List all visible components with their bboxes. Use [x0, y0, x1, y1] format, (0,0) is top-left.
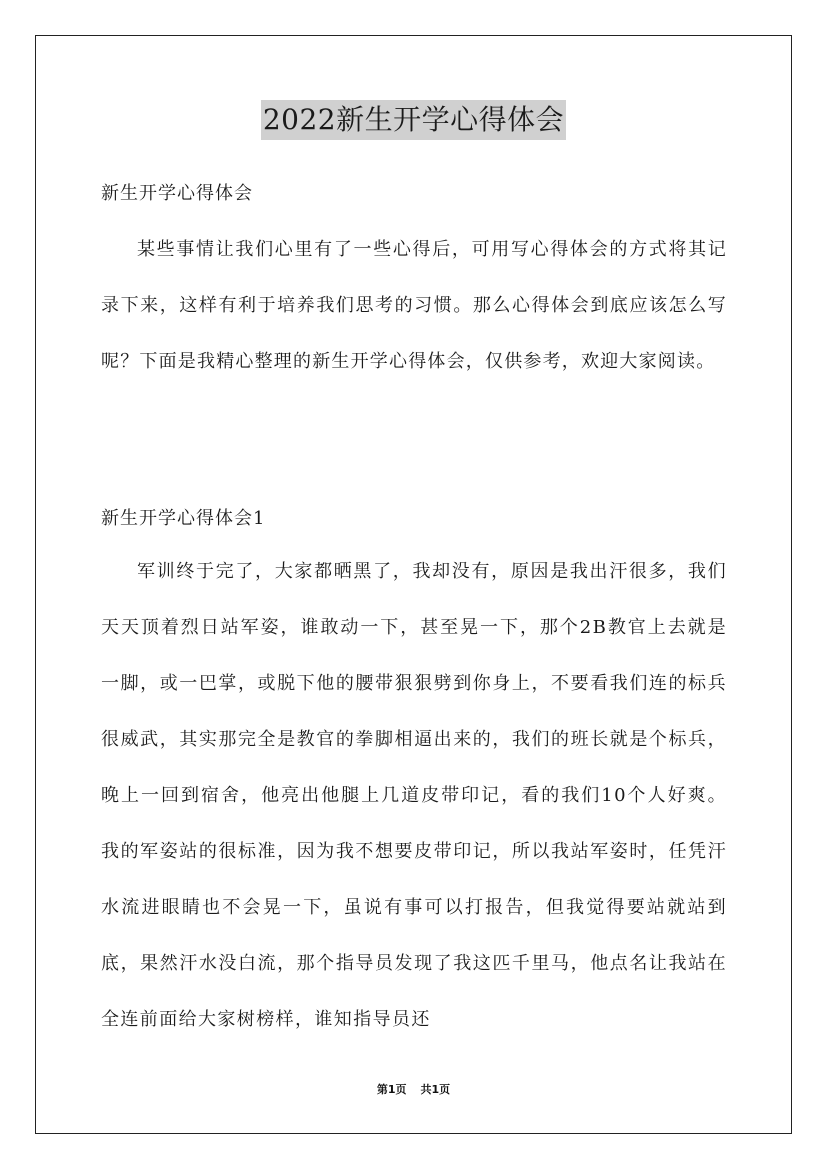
- title-container: [0, 100, 827, 140]
- page-total: 共1页: [420, 1083, 451, 1096]
- section-heading: 新生开学心得体会1: [101, 508, 266, 529]
- footer-spacer: [410, 1083, 417, 1096]
- document-subtitle: 新生开学心得体会: [101, 183, 253, 204]
- page-number: 第1页: [376, 1083, 407, 1096]
- intro-paragraph: 某些事情让我们心里有了一些心得后，可用写心得体会的方式将其记录下来，这样有利于培养我们思考的习惯。那么心得体会到底应该怎么写呢？下面是我精心整理的新生开学心得体会，仅供参考，欢迎大家阅读。: [101, 239, 727, 372]
- document-title: 2022新生开学心得体会: [261, 100, 566, 140]
- section-paragraph: 军训终于完了，大家都晒黑了，我却没有，原因是我出汗很多，我们天天顶着烈日站军姿，谁敢动一下，甚至晃一下，那个2B教官上去就是一脚，或一巴掌，或脱下他的腰带狠狠劈到你身上，不要看我们连的标兵很威武，其实那完全是教官的拳脚相逼出来的，我们的班长就是个标兵，晚上一回到宿舍，他亮出他腿上几道皮带印记，看的我们10个人好爽。我的军姿站的很标准，因为我不想要皮带印记，所以我站军姿时，任凭汗水流进眼睛也不会晃一下，虽说有事可以打报告，但我觉得要站就站到底，果然汗水没白流，那个指导员发现了我这匹千里马，他点名让我站在全连前面给大家树榜样，谁知指导员还: [101, 561, 727, 1030]
- page-footer: [0, 1082, 827, 1098]
